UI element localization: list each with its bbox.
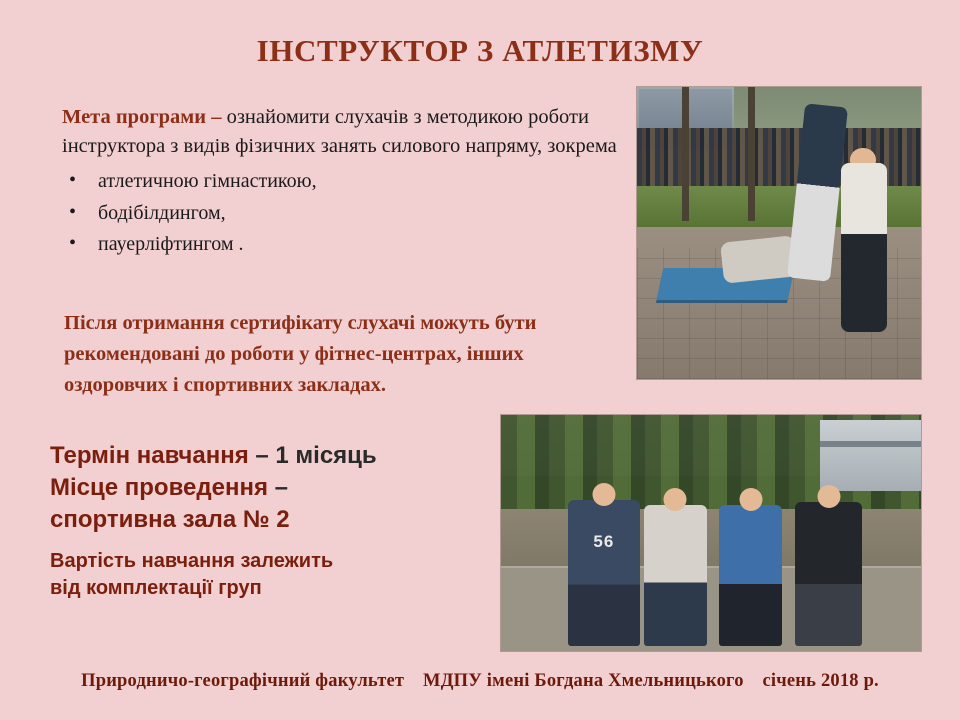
purpose-text: ознайомити слухачів з методикою роботи інструктора з видів фізичних занять силового напряму, зокрема bbox=[62, 106, 617, 158]
footer bbox=[0, 671, 960, 692]
list-item: • бодібілдингом, bbox=[62, 199, 627, 227]
photo-athlete-3 bbox=[719, 505, 782, 647]
duration-line bbox=[50, 440, 510, 472]
photo-athlete-4 bbox=[795, 502, 862, 646]
cost-line-1: Вартість навчання залежить bbox=[50, 550, 334, 572]
cost-line-2: від комплектації груп bbox=[50, 577, 262, 599]
footer-faculty: Природничо-географічний факультет bbox=[81, 671, 405, 691]
photo-group-athletes bbox=[500, 414, 922, 652]
photo-head bbox=[592, 483, 615, 506]
photo-head bbox=[739, 488, 762, 511]
purpose-paragraph bbox=[62, 103, 627, 261]
duration-value: – 1 місяць bbox=[255, 442, 377, 469]
photo-athlete-1 bbox=[568, 500, 639, 646]
photo-building bbox=[820, 420, 921, 491]
duration-label: Термін навчання bbox=[50, 442, 249, 469]
photo-head bbox=[664, 488, 687, 511]
purpose-lead: Мета програми – bbox=[62, 106, 222, 128]
jersey-number: 56 bbox=[593, 532, 615, 552]
list-item: • атлетичною гімнастикою, bbox=[62, 167, 627, 195]
place-dash: – bbox=[274, 473, 288, 501]
photo-pole bbox=[682, 87, 689, 221]
place-value: спортивна зала № 2 bbox=[50, 505, 290, 533]
cost-block bbox=[50, 548, 470, 602]
list-item: • пауерліфтингом . bbox=[62, 230, 627, 258]
photo-athlete-2 bbox=[644, 505, 707, 647]
discipline-list bbox=[62, 167, 627, 258]
certificate-paragraph: Після отримання сертифікату слухачі можуть бути рекомендовані до роботи у фітнес-центрах, інших оздоровчих і спортивних закладах. bbox=[64, 312, 537, 397]
photo-training-outdoors bbox=[636, 86, 922, 380]
page-title: ІНСТРУКТОР З АТЛЕТИЗМУ bbox=[256, 33, 704, 68]
term-block bbox=[50, 440, 510, 536]
photo-head bbox=[817, 485, 840, 508]
photo-person-standing bbox=[841, 163, 886, 332]
place-label: Місце проведення bbox=[50, 473, 268, 501]
photo-person-lying bbox=[720, 235, 798, 283]
footer-university: МДПУ імені Богдана Хмельницького bbox=[423, 671, 744, 691]
place-line bbox=[50, 472, 510, 504]
photo-pole bbox=[748, 87, 755, 221]
footer-date: січень 2018 р. bbox=[762, 671, 879, 691]
